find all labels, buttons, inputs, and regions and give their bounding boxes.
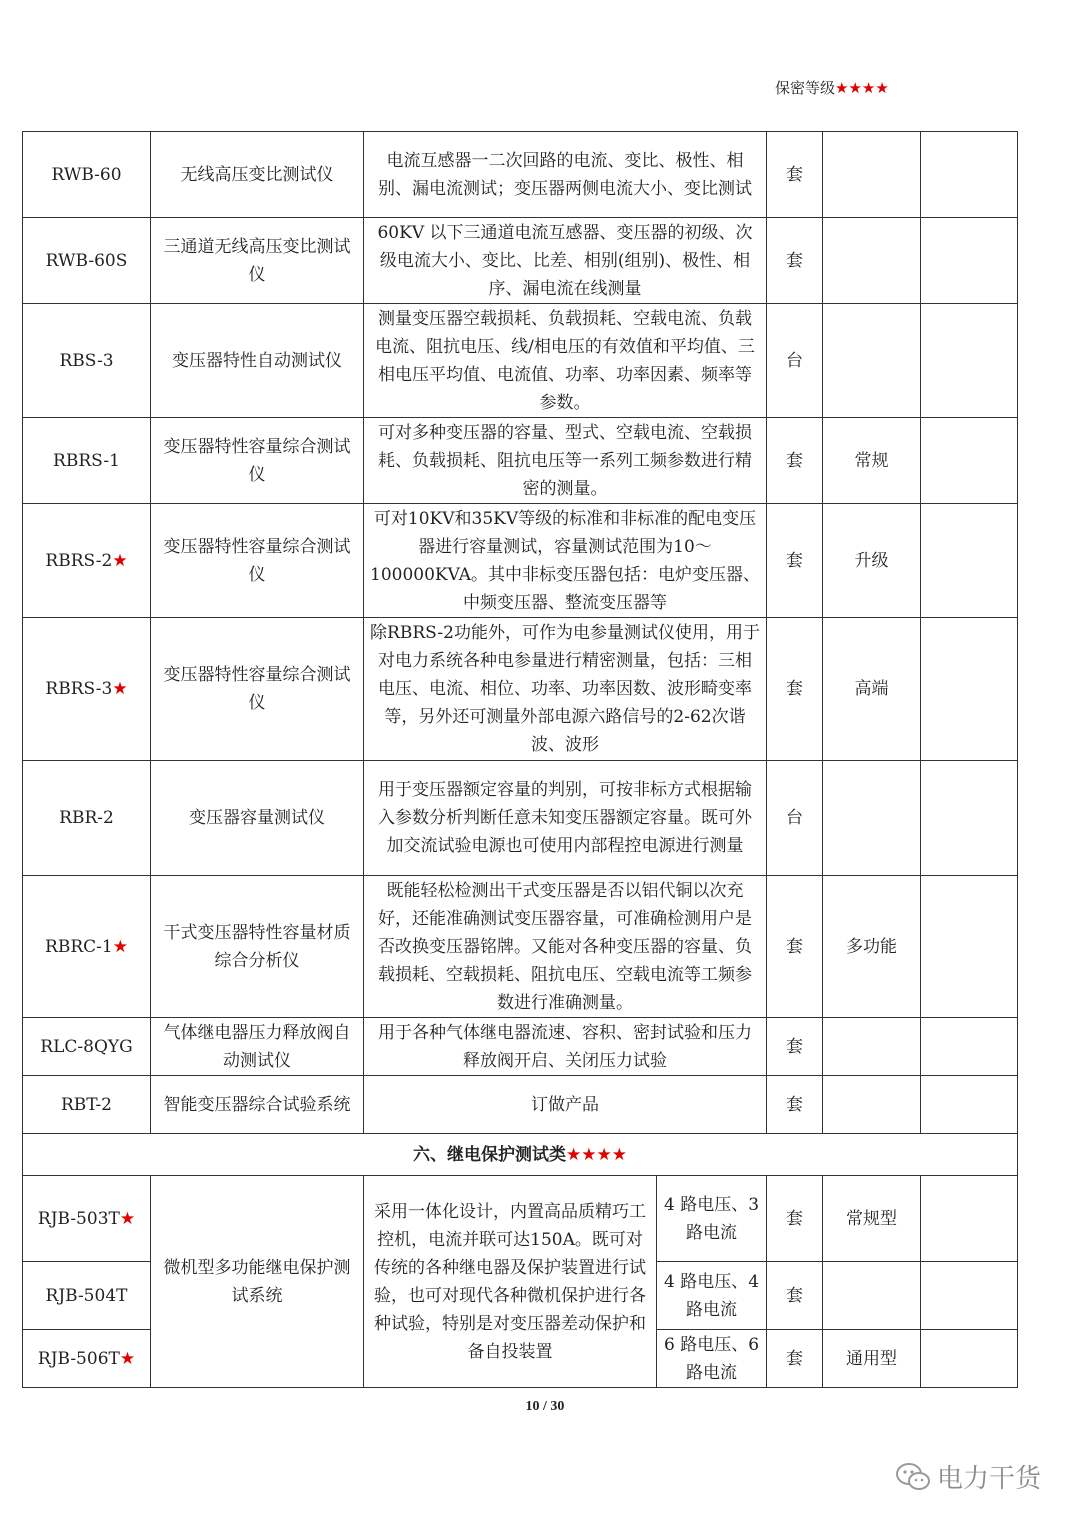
unit-cell: 套 [767, 218, 823, 304]
note-cell [823, 761, 921, 876]
note-cell [823, 304, 921, 418]
desc-cell: 电流互感器一二次回路的电流、变比、极性、相别、漏电流测试；变压器两侧电流大小、变比测试 [364, 132, 767, 218]
unit-cell: 套 [767, 1076, 823, 1134]
desc-cell: 60KV 以下三通道电流互感器、变压器的初级、次级电流大小、变比、比差、相别(组别)、极性、相序、漏电流在线测量 [364, 218, 767, 304]
name-cell: 智能变压器综合试验系统 [151, 1076, 364, 1134]
note-cell: 升级 [823, 504, 921, 618]
table-row [23, 1018, 1018, 1076]
name-cell: 干式变压器特性容量材质综合分析仪 [151, 876, 364, 1018]
model-cell: RBT-2 [23, 1076, 151, 1134]
table-row [23, 218, 1018, 304]
name-cell: 变压器特性自动测试仪 [151, 304, 364, 418]
name-cell: 无线高压变比测试仪 [151, 132, 364, 218]
desc-cell: 除RBRS-2功能外，可作为电参量测试仪使用，用于对电力系统各种电参量进行精密测量，包括：三相电压、电流、相位、功率、功率因数、波形畸变率等，另外还可测量外部电源六路信号的2-62次谐波、波形 [364, 618, 767, 761]
note-cell [823, 1018, 921, 1076]
desc-cell: 既能轻松检测出干式变压器是否以铝代铜以次充好，还能准确测试变压器容量，可准确检测用户是否改换变压器铭牌。又能对各种变压器的容量、负载损耗、空载损耗、阻抗电压、空载电流等工频参数进行准确测量。 [364, 876, 767, 1018]
model-cell: RBRS-2★ [23, 504, 151, 618]
unit-cell: 套 [767, 876, 823, 1018]
name-cell: 气体继电器压力释放阀自动测试仪 [151, 1018, 364, 1076]
model-cell: RBR-2 [23, 761, 151, 876]
note-cell: 高端 [823, 618, 921, 761]
note-cell: 常规型 [823, 1176, 921, 1262]
table-row [23, 132, 1018, 218]
spec-cell: 6 路电压、6 路电流 [657, 1330, 767, 1388]
desc-cell: 可对多种变压器的容量、型式、空载电流、空载损耗、负载损耗、阻抗电压等一系列工频参数进行精密的测量。 [364, 418, 767, 504]
watermark [895, 1458, 1041, 1495]
unit-cell: 套 [767, 1018, 823, 1076]
table-row [23, 618, 1018, 761]
model-cell: RJB-504T [23, 1262, 151, 1330]
empty-cell [921, 1330, 1018, 1388]
model-cell: RBRS-1 [23, 418, 151, 504]
table-row [23, 1176, 1018, 1262]
model-cell: RWB-60 [23, 132, 151, 218]
note-cell [823, 218, 921, 304]
unit-cell: 台 [767, 761, 823, 876]
unit-cell: 套 [767, 504, 823, 618]
wechat-icon [895, 1462, 931, 1492]
empty-cell [921, 132, 1018, 218]
desc-cell: 测量变压器空载损耗、负载损耗、空载电流、负载电流、阻抗电压、线/相电压的有效值和平均值、三相电压平均值、电流值、功率、功率因素、频率等参数。 [364, 304, 767, 418]
name-cell: 变压器特性容量综合测试仪 [151, 504, 364, 618]
empty-cell [921, 218, 1018, 304]
table-row [23, 761, 1018, 876]
unit-cell: 套 [767, 132, 823, 218]
confidentiality-label: 保密等级 [775, 79, 836, 97]
table-row [23, 418, 1018, 504]
model-cell: RBRC-1★ [23, 876, 151, 1018]
model-cell: RJB-503T★ [23, 1176, 151, 1262]
note-cell: 多功能 [823, 876, 921, 1018]
note-cell: 常规 [823, 418, 921, 504]
model-cell: RBS-3 [23, 304, 151, 418]
note-cell [823, 1076, 921, 1134]
desc-cell: 可对10KV和35KV等级的标准和非标准的配电变压器进行容量测试，容量测试范围为10～100000KVA。其中非标变压器包括：电炉变压器、中频变压器、整流变压器等 [364, 504, 767, 618]
unit-cell: 套 [767, 1330, 823, 1388]
table-row [23, 876, 1018, 1018]
empty-cell [921, 1076, 1018, 1134]
unit-cell: 套 [767, 1176, 823, 1262]
group-desc-cell: 采用一体化设计，内置高品质精巧工控机，电流并联可达150A。既可对传统的各种继电器及保护装置进行试验，也可对现代各种微机保护进行各种试验，特别是对变压器差动保护和备自投装置 [364, 1176, 657, 1388]
empty-cell [921, 304, 1018, 418]
desc-cell: 用于变压器额定容量的判别，可按非标方式根据输入参数分析判断任意未知变压器额定容量。既可外加交流试验电源也可使用内部程控电源进行测量 [364, 761, 767, 876]
section-header-row [23, 1134, 1018, 1176]
section-title: 六、继电保护测试类★★★★ [23, 1134, 1018, 1176]
model-cell: RBRS-3★ [23, 618, 151, 761]
confidentiality-stars: ★★★★ [835, 79, 889, 97]
empty-cell [921, 1176, 1018, 1262]
confidentiality-level [775, 77, 889, 98]
name-cell: 变压器特性容量综合测试仪 [151, 418, 364, 504]
model-cell: RLC-8QYG [23, 1018, 151, 1076]
empty-cell [921, 418, 1018, 504]
name-cell: 变压器容量测试仪 [151, 761, 364, 876]
empty-cell [921, 1018, 1018, 1076]
table-row [23, 1076, 1018, 1134]
empty-cell [921, 876, 1018, 1018]
empty-cell [921, 618, 1018, 761]
desc-cell: 用于各种气体继电器流速、容积、密封试验和压力释放阀开启、关闭压力试验 [364, 1018, 767, 1076]
empty-cell [921, 1262, 1018, 1330]
unit-cell: 台 [767, 304, 823, 418]
table-row [23, 504, 1018, 618]
note-cell [823, 132, 921, 218]
name-cell: 三通道无线高压变比测试仪 [151, 218, 364, 304]
product-table [22, 131, 1018, 1388]
note-cell [823, 1262, 921, 1330]
unit-cell: 套 [767, 618, 823, 761]
table-row [23, 304, 1018, 418]
model-cell: RWB-60S [23, 218, 151, 304]
model-cell: RJB-506T★ [23, 1330, 151, 1388]
empty-cell [921, 504, 1018, 618]
unit-cell: 套 [767, 1262, 823, 1330]
empty-cell [921, 761, 1018, 876]
note-cell: 通用型 [823, 1330, 921, 1388]
page-number: 10 / 30 [525, 1399, 565, 1414]
spec-cell: 4 路电压、4 路电流 [657, 1262, 767, 1330]
watermark-text: 电力干货 [937, 1464, 1042, 1494]
name-cell: 变压器特性容量综合测试仪 [151, 618, 364, 761]
group-name-cell: 微机型多功能继电保护测试系统 [151, 1176, 364, 1388]
spec-cell: 4 路电压、3 路电流 [657, 1176, 767, 1262]
desc-cell: 订做产品 [364, 1076, 767, 1134]
unit-cell: 套 [767, 418, 823, 504]
